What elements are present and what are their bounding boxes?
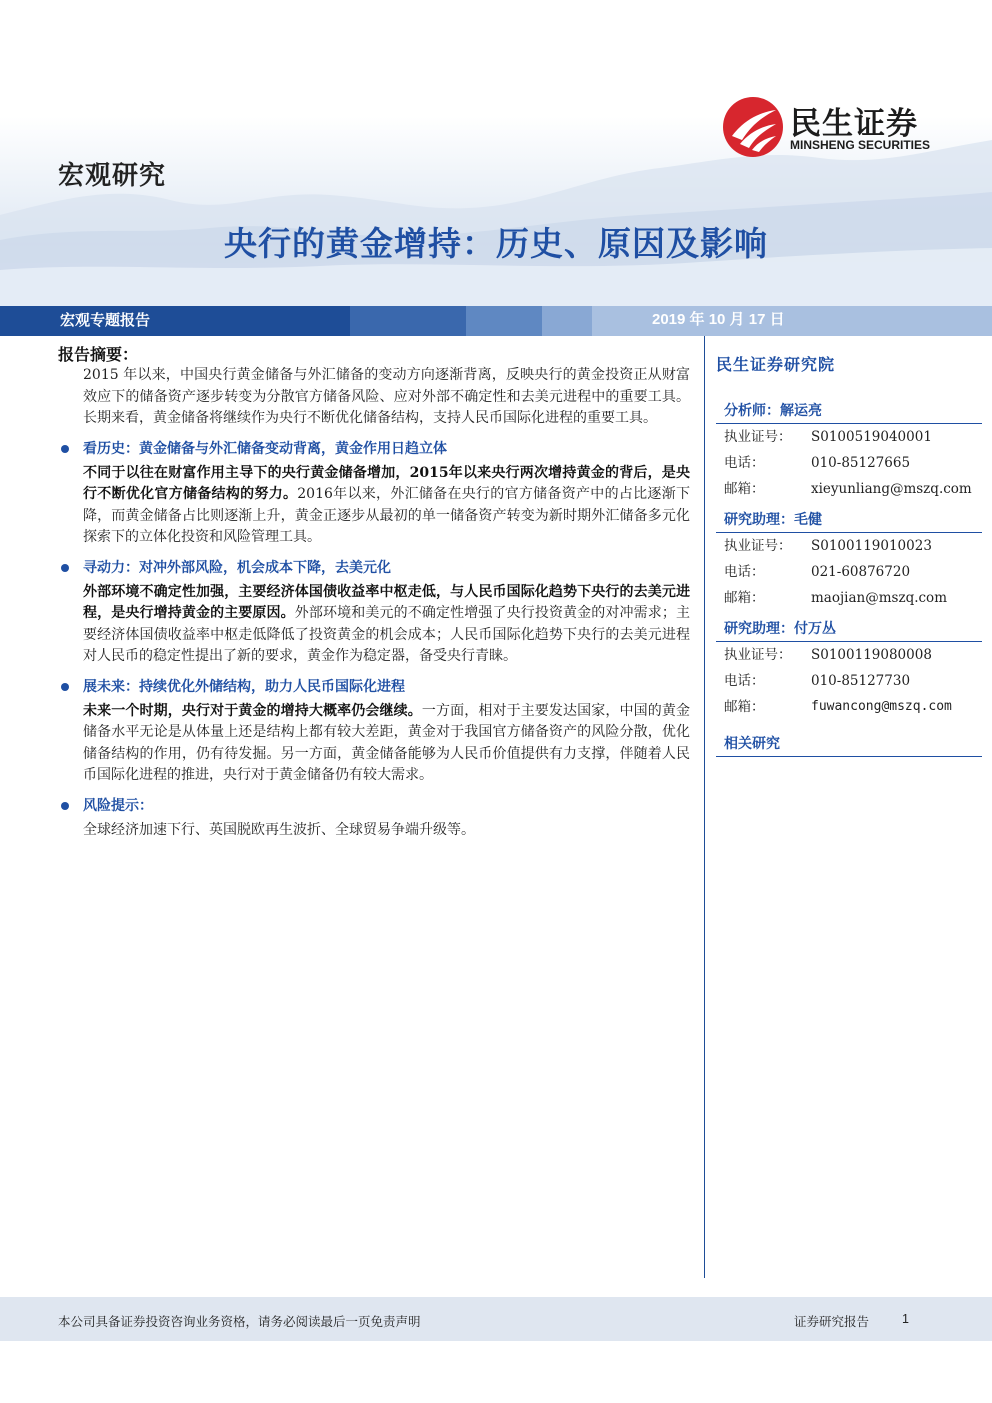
assistant1-license-row: 执业证号： S0100119010023 [724,538,932,554]
assistant1-email-row: 邮箱： maojian@mszq.com [716,585,982,611]
section-drivers-title: 寻动力：对冲外部风险，机会成本下降，去美元化 [58,558,690,578]
report-date: 2019 年 10 月 17 日 [652,311,785,328]
assistant1-heading: 研究助理：毛健 [716,506,982,533]
assistant2-phone-row: 电话： 010-85127730 [724,673,911,689]
section-risk-body: 全球经济加速下行、英国脱欧再生波折、全球贸易争端升级等。 [83,821,475,838]
bullet-icon [61,564,69,572]
section-drivers-body: 外部环境不确定性加强，主要经济体国债收益率中枢走低，与人民币国际化趋势下央行的去美元进程，是央行增持黄金的主要原因。外部环境和美元的不确定性增强了央行投资黄金的对冲需求；主要经济体国债收益率中枢走低降低了投资黄金的机会成本；人民币国际化趋势下央行的去美元进程对人民币的稳定性提出了新的要求，黄金作为稳定器，备受央行青睐。 [83,583,691,664]
report-category: 宏观研究 [58,160,167,190]
logo-name-en: MINSHENG SECURITIES [790,138,931,152]
analyst-sidebar [716,352,982,757]
related-research-heading: 相关研究 [716,730,982,757]
assistant2-license-row: 执业证号： S0100119080008 [724,647,932,663]
column-divider [704,336,705,1278]
abstract-heading: 报告摘要： [58,347,139,364]
section-history-body: 不同于以往在财富作用主导下的央行黄金储备增加，2015年以来央行两次增持黄金的背后，是央行不断优化官方储备结构的努力。2016年以来，外汇储备在央行的官方储备资产中的占比逐渐下降，而黄金储备占比则逐渐上升，黄金正逐步从最初的单一储备资产转变为新时期外汇储备多元化探索下的立体化投资和风险管理工具。 [83,464,690,545]
assistant1-email-link[interactable]: maojian@mszq.com [811,590,947,606]
assistant2-email-row: 邮箱： fuwancong@mszq.com [716,694,982,720]
analyst-license-row: 执业证号： S0100519040001 [724,429,932,445]
assistant1-phone-row: 电话： 021-60876720 [724,564,911,580]
logo-name-cn: 民生证券 [790,106,918,141]
assistant2-heading: 研究助理：付万丛 [716,615,982,642]
analyst-email-row: 邮箱： xieyunliang@mszq.com [716,476,982,502]
abstract-section [58,342,690,841]
minsheng-logo-icon [722,96,784,158]
abstract-intro: 2015 年以来，中国央行黄金储备与外汇储备的变动方向逐渐背离，反映央行的黄金投资正从财富效应下的储备资产逐步转变为分散官方储备风险、应对外部不确定性和去美元进程中的重要工具。长期来看，黄金储备将继续作为央行不断优化储备结构，支持人民币国际化进程的重要工具。 [83,367,690,426]
analyst-heading: 分析师：解运亮 [716,397,982,424]
section-outlook-title: 展未来：持续优化外储结构，助力人民币国际化进程 [58,677,690,697]
bullet-icon [61,802,69,810]
analyst-phone-row: 电话： 010-85127665 [724,455,911,471]
bullet-icon [61,683,69,691]
page-number: 1 [902,1312,909,1326]
company-logo [722,96,952,160]
assistant2-email-link[interactable]: fuwancong@mszq.com [811,699,952,714]
report-type: 宏观专题报告 [60,312,151,329]
footer-doc-type: 证券研究报告 [794,1315,870,1329]
footer-disclaimer: 本公司具备证券投资咨询业务资格，请务必阅读最后一页免责声明 [58,1315,421,1329]
section-outlook-body: 未来一个时期，央行对于黄金的增持大概率仍会继续。一方面，相对于主要发达国家，中国的黄金储备水平无论是从体量上还是结构上都有较大差距，黄金对于我国官方储备资产的风险分散，优化储备结构的作用，仍有待发掘。另一方面，黄金储备能够为人民币价值提供有力支撑，伴随着人民币国际化进程的推进，央行对于黄金储备仍有较大需求。 [83,702,691,783]
section-risk-title: 风险提示： [58,796,690,816]
analyst-email-link[interactable]: xieyunliang@mszq.com [811,481,972,497]
bullet-icon [61,445,69,453]
report-title: 央行的黄金增持：历史、原因及影响 [224,225,768,262]
section-history-title: 看历史：黄金储备与外汇储备变动背离，黄金作用日趋立体 [58,439,690,459]
institute-name: 民生证券研究院 [716,355,836,374]
